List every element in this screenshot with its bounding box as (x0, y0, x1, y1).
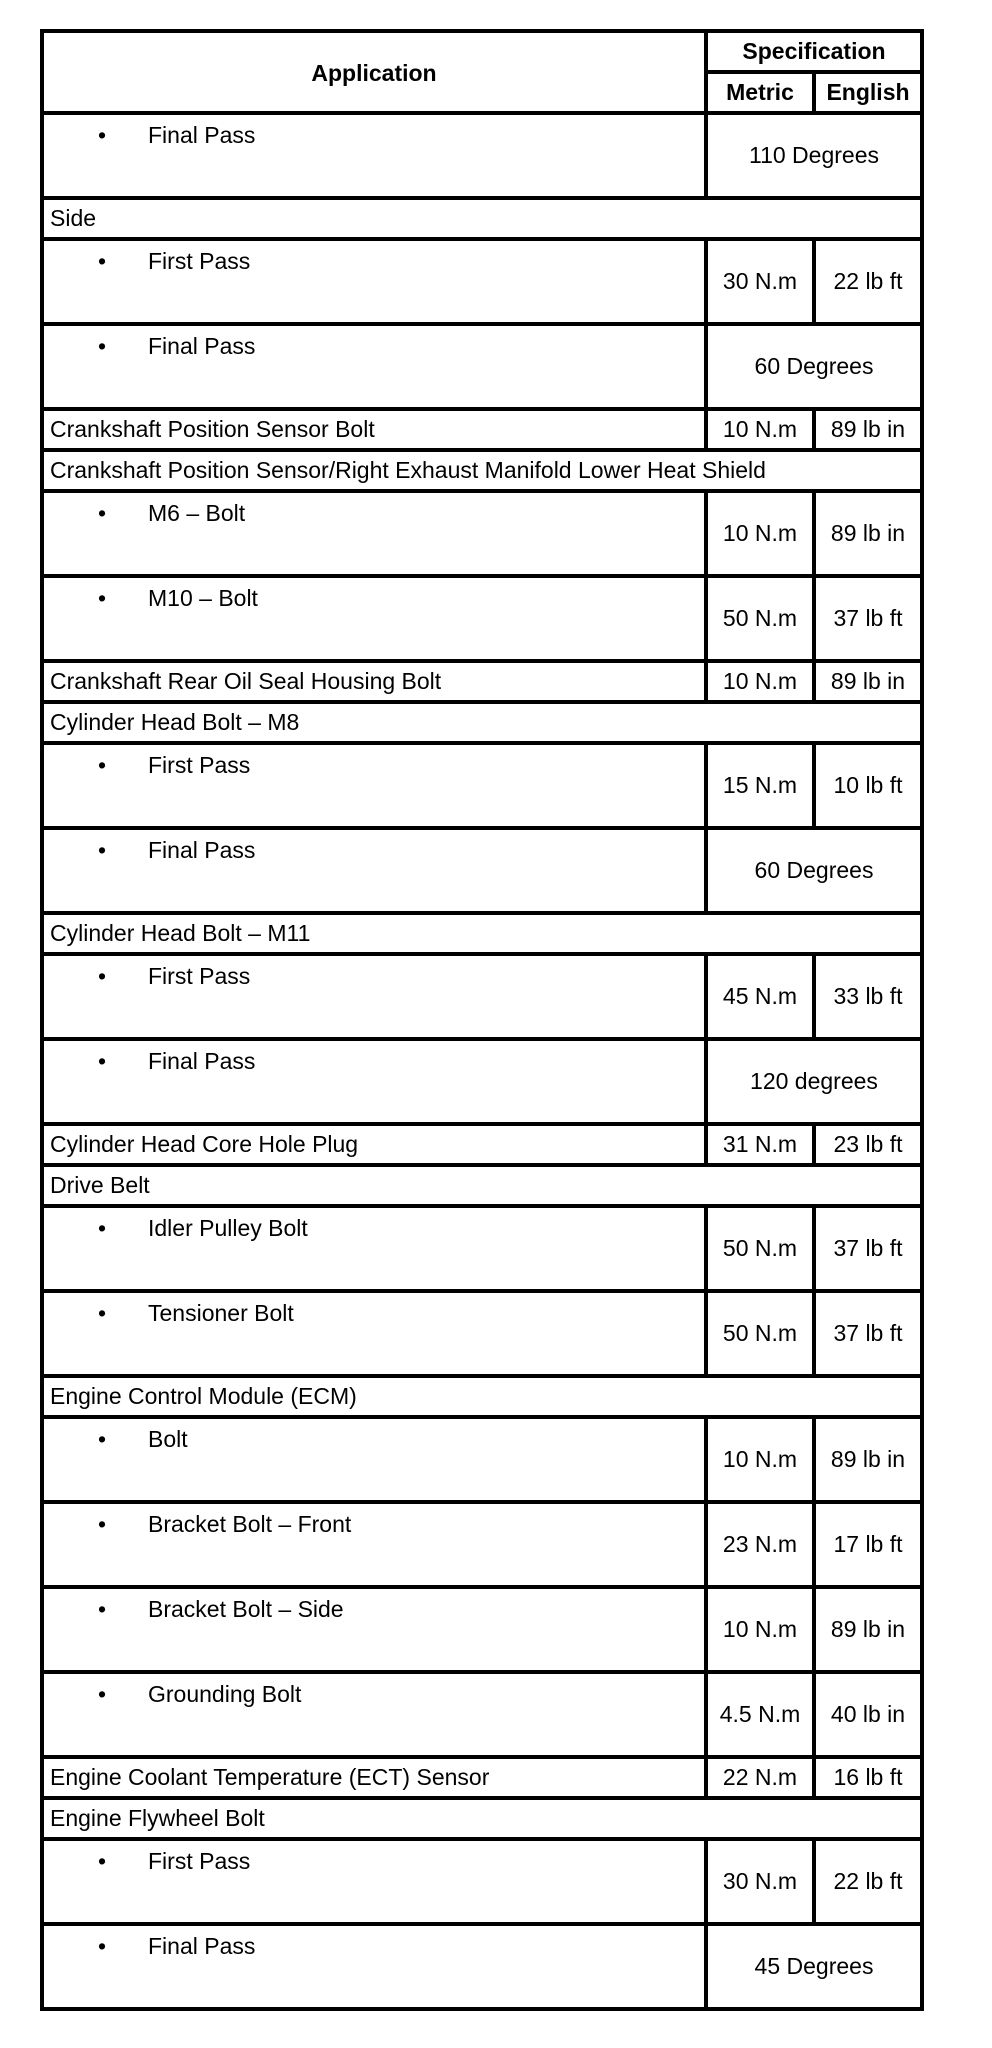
application-item (42, 1291, 706, 1376)
spec-angle-value: 45 Degrees (706, 1924, 922, 2009)
table-row (42, 1376, 922, 1417)
section-heading: Cylinder Head Bolt – M8 (42, 702, 922, 743)
table-row (42, 1502, 922, 1587)
english-value: 89 lb in (814, 1417, 922, 1502)
table-body (42, 113, 922, 2009)
bullet-icon: • (98, 837, 107, 863)
application-label: Bracket Bolt – Side (148, 1596, 344, 1622)
application-label: M10 – Bolt (148, 585, 258, 611)
application-label: Final Pass (148, 1933, 256, 1959)
application-label: M6 – Bolt (148, 500, 246, 526)
metric-value: 10 N.m (706, 1417, 814, 1502)
application-item (42, 1839, 706, 1924)
table-row (42, 828, 922, 913)
bullet-icon: • (98, 1681, 107, 1707)
section-heading: Engine Flywheel Bolt (42, 1798, 922, 1839)
table-row (42, 1587, 922, 1672)
table-row (42, 1417, 922, 1502)
table-row (42, 1039, 922, 1124)
bullet-icon: • (98, 333, 107, 359)
bullet-icon: • (98, 1511, 107, 1537)
english-value: 89 lb in (814, 661, 922, 702)
english-header: English (814, 72, 922, 113)
application-item (42, 576, 706, 661)
spec-angle-value: 110 Degrees (706, 113, 922, 198)
table-row (42, 491, 922, 576)
table-row (42, 702, 922, 743)
bullet-icon: • (98, 752, 107, 778)
application-item (42, 954, 706, 1039)
table-row (42, 113, 922, 198)
application-item (42, 1417, 706, 1502)
english-value: 17 lb ft (814, 1502, 922, 1587)
metric-value: 10 N.m (706, 1587, 814, 1672)
metric-value: 50 N.m (706, 1291, 814, 1376)
metric-value: 50 N.m (706, 1206, 814, 1291)
metric-value: 10 N.m (706, 491, 814, 576)
table-row (42, 1924, 922, 2009)
table-row (42, 954, 922, 1039)
english-value: 37 lb ft (814, 576, 922, 661)
section-heading: Drive Belt (42, 1165, 922, 1206)
table-row (42, 239, 922, 324)
application-item (42, 1924, 706, 2009)
section-heading: Engine Control Module (ECM) (42, 1376, 922, 1417)
bullet-icon: • (98, 1048, 107, 1074)
english-value: 37 lb ft (814, 1206, 922, 1291)
english-value: 16 lb ft (814, 1757, 922, 1798)
english-value: 89 lb in (814, 1587, 922, 1672)
spec-angle-value: 60 Degrees (706, 828, 922, 913)
table-row (42, 1291, 922, 1376)
table-row (42, 743, 922, 828)
table-row (42, 913, 922, 954)
table-row (42, 198, 922, 239)
application-item (42, 1672, 706, 1757)
spec-angle-value: 120 degrees (706, 1039, 922, 1124)
table-row (42, 450, 922, 491)
english-value: 40 lb in (814, 1672, 922, 1757)
application-label: Tensioner Bolt (148, 1300, 294, 1326)
specification-header: Specification (706, 31, 922, 72)
bullet-icon: • (98, 1848, 107, 1874)
metric-value: 4.5 N.m (706, 1672, 814, 1757)
bullet-icon: • (98, 1596, 107, 1622)
application-label: Final Pass (148, 837, 256, 863)
table-row (42, 1206, 922, 1291)
application-label: First Pass (148, 752, 251, 778)
application-label: Bolt (148, 1426, 188, 1452)
application-item (42, 113, 706, 198)
table-row (42, 1798, 922, 1839)
english-value: 89 lb in (814, 409, 922, 450)
section-heading: Side (42, 198, 922, 239)
application-item (42, 1502, 706, 1587)
metric-value: 45 N.m (706, 954, 814, 1039)
bullet-icon: • (98, 122, 107, 148)
application-label: Final Pass (148, 1048, 256, 1074)
application-label: Bracket Bolt – Front (148, 1511, 352, 1537)
table-header (42, 31, 922, 113)
section-heading: Cylinder Head Bolt – M11 (42, 913, 922, 954)
table-row (42, 1757, 922, 1798)
application-label: Cylinder Head Core Hole Plug (42, 1124, 706, 1165)
table-row (42, 1165, 922, 1206)
application-label: First Pass (148, 248, 251, 274)
application-label: Final Pass (148, 333, 256, 359)
metric-value: 50 N.m (706, 576, 814, 661)
english-value: 89 lb in (814, 491, 922, 576)
application-item (42, 1039, 706, 1124)
application-label: First Pass (148, 963, 251, 989)
application-item (42, 239, 706, 324)
metric-value: 10 N.m (706, 661, 814, 702)
torque-spec-table (40, 29, 924, 2011)
english-value: 10 lb ft (814, 743, 922, 828)
table-row (42, 1839, 922, 1924)
application-header: Application (42, 31, 706, 113)
metric-header: Metric (706, 72, 814, 113)
bullet-icon: • (98, 1426, 107, 1452)
application-label: Crankshaft Rear Oil Seal Housing Bolt (42, 661, 706, 702)
table-row (42, 1124, 922, 1165)
application-item (42, 1206, 706, 1291)
application-label: First Pass (148, 1848, 251, 1874)
bullet-icon: • (98, 1215, 107, 1241)
bullet-icon: • (98, 1933, 107, 1959)
bullet-icon: • (98, 500, 107, 526)
bullet-icon: • (98, 585, 107, 611)
table-row (42, 409, 922, 450)
english-value: 22 lb ft (814, 1839, 922, 1924)
metric-value: 15 N.m (706, 743, 814, 828)
metric-value: 22 N.m (706, 1757, 814, 1798)
spec-angle-value: 60 Degrees (706, 324, 922, 409)
application-item (42, 1587, 706, 1672)
application-label: Final Pass (148, 122, 256, 148)
application-item (42, 743, 706, 828)
metric-value: 23 N.m (706, 1502, 814, 1587)
metric-value: 10 N.m (706, 409, 814, 450)
section-heading: Crankshaft Position Sensor/Right Exhaust Manifold Lower Heat Shield (42, 450, 922, 491)
english-value: 23 lb ft (814, 1124, 922, 1165)
application-label: Idler Pulley Bolt (148, 1215, 308, 1241)
application-item (42, 491, 706, 576)
metric-value: 30 N.m (706, 1839, 814, 1924)
table-row (42, 324, 922, 409)
metric-value: 31 N.m (706, 1124, 814, 1165)
application-label: Grounding Bolt (148, 1681, 302, 1707)
application-item (42, 324, 706, 409)
bullet-icon: • (98, 963, 107, 989)
bullet-icon: • (98, 248, 107, 274)
application-item (42, 828, 706, 913)
bullet-icon: • (98, 1300, 107, 1326)
english-value: 33 lb ft (814, 954, 922, 1039)
application-label: Engine Coolant Temperature (ECT) Sensor (42, 1757, 706, 1798)
table-row (42, 1672, 922, 1757)
table-row (42, 661, 922, 702)
metric-value: 30 N.m (706, 239, 814, 324)
english-value: 22 lb ft (814, 239, 922, 324)
table-row (42, 576, 922, 661)
english-value: 37 lb ft (814, 1291, 922, 1376)
application-label: Crankshaft Position Sensor Bolt (42, 409, 706, 450)
